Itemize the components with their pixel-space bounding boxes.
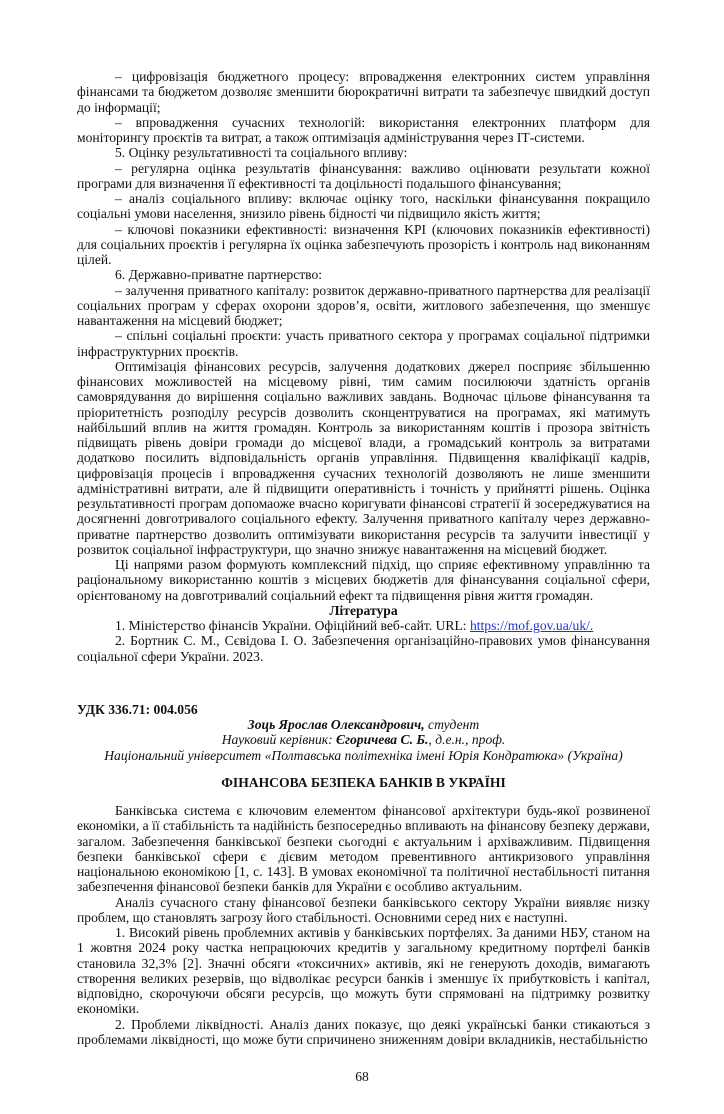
paragraph: – залучення приватного капіталу: розвиток державно-приватного партнерства для реалізації соціальних програм у сферах охорони здоров’я, освіти, житлового забезпечення, що зменшує навантаження на місцевий бюджет; — [77, 282, 650, 328]
reference-text: 1. Міністерство фінансів України. Офіційний веб-сайт. URL: — [115, 618, 470, 633]
supervisor-label: Науковий керівник: — [221, 732, 337, 748]
paragraph: – цифровізація бюджетного процесу: впровадження електронних систем управління фінансами та бюджетом дозволяє зменшити бюрократичні витрати та забезпечує швидкий доступ до інформації; — [77, 69, 650, 115]
article-title: ФІНАНСОВА БЕЗПЕКА БАНКІВ В УКРАЇНІ — [221, 774, 506, 790]
reference-link[interactable]: https://mof.gov.ua/uk/. — [469, 618, 594, 633]
paragraph: – регулярна оцінка результатів фінансування: важливо оцінювати результати кожної програми для визначення її ефективності та доцільності подальшого фінансування; — [77, 160, 650, 191]
reference-item — [77, 618, 650, 633]
paragraph: – впровадження сучасних технологій: використання електронних платформ для моніторингу проєктів та витрат, а також оптимізація адміністрування через ІТ-системи. — [77, 114, 650, 145]
supervisor-line — [77, 732, 650, 747]
author-name: Зоць Ярослав Олександрович, — [247, 717, 425, 732]
paragraph: Оптимізація фінансових ресурсів, залучення додаткових джерел посприяє збільшенню фінансових можливостей на місцевому рівні, тим самим посилюючи здатність органів самоврядування до вирішення соціально важливих завдань. Водночас цільове фінансування та пріоритетність розподілу ресурсів дозволить сконцентруватися на програмах, які матимуть найбільший вплив на життя громадян. Контроль за використанням коштів і прозора звітність підвищать рівень довіри громади до місцевої влади, а громадський контроль за витратами додатково посилить відповідальність органів управління. Підвищення кваліфікації кадрів, цифровізація процесів і впровадження сучасних технологій дозволяють не лише зменшити адміністративні витрати, але й підвищити оперативність і точність у прийнятті рішень. Оцінка результативності програм допомаоже вчасно коригувати фінансові стратегії й зосереджуватися на досягненні довготривалого соціального ефекту. Залучення приватного капіталу через державно-приватне партнерство дозволить оптимізувати використання ресурсів та залучити інвестиції у розвиток соціальної інфраструктури, що значно знижує навантаження на місцевий бюджет. — [77, 358, 650, 557]
paragraph: – ключові показники ефективності: визначення KPI (ключових показників ефективності) для соціальних проєктів і регулярна їх оцінка забезпечують прозорість і контроль над виконанням цілей. — [77, 221, 650, 267]
author-line — [77, 717, 650, 732]
paragraph: Банківська система є ключовим елементом фінансової архітектури будь-якої розвиненої економіки, а її стабільність та надійність безпосередньо впливають на фінансову безпеку держави, загалом. Забезпечення банківської безпеки сьогодні є актуальним і архіважливим. Підвищення безпеки банківської сфери є дієвим методом превентивного антикризового управління національною економікою [1, с. 143]. В умовах економічної та політичної нестабільності питання забезпечення фінансової безпеки банків для України є особливо актуальним. — [77, 803, 650, 895]
paragraph: 1. Високий рівень проблемних активів у банківських портфелях. За даними НБУ, станом на 1 жовтня 2024 року частка непрацюючих кредитів у загальному кредитному портфелі банків становила 32,3% [2]. Значні обсяги «токсичних» активів, які не генерують доходів, вимагають створення великих резервів, що відволікає ресурси банків і зменшує їх прибутковість і капітал, відповідно, скорочуючи обсяги ресурсів, що можуть бути спрямовані на підтримку розвитку економіки. — [77, 925, 650, 1017]
paragraph: – аналіз соціального впливу: включає оцінку того, наскільки фінансування покращило соціальні умови населення, знизило рівень бідності чи підвищило якість життя; — [77, 191, 650, 222]
university: Національний університет «Полтавська політехніка імені Юрія Кондратюка» (Україна) — [104, 747, 623, 763]
paragraph: 2. Проблеми ліквідності. Аналіз даних показує, що деякі українські банки стикаються з проблемами ліквідності, що може бути спричинено зниженням довіри вкладників, нестабільністю — [77, 1016, 650, 1047]
paragraph: 6. Державно-приватне партнерство: — [115, 267, 323, 283]
supervisor-name: Єгоричева С. Б. — [336, 732, 429, 748]
author-role: студент — [424, 717, 480, 732]
udk-code: УДК 336.71: 004.056 — [77, 701, 198, 717]
references-heading: Література — [329, 602, 398, 618]
paragraph: Ці напрями разом формують комплексний підхід, що сприяє ефективному управлінню та раціональному використанню коштів з місцевих бюджетів для фінансування соціальної сфери, орієнтованому на довготривалий соціальний ефект та підвищення рівня життя громадян. — [77, 557, 650, 603]
document-page — [77, 0, 650, 1047]
page-number: 68 — [355, 1069, 369, 1084]
paragraph: – спільні соціальні проєкти: участь приватного сектора у програмах соціальної підтримки інфраструктурних проєктів. — [77, 328, 650, 359]
reference-item: 2. Бортник С. М., Сєвідова І. О. Забезпечення організаційно-правових умов фінансування соціальної сфери України. 2023. — [77, 633, 650, 664]
paragraph: 5. Оцінку результативності та соціального впливу: — [115, 145, 408, 161]
paragraph: Аналіз сучасного стану фінансової безпеки банківського сектору України виявляє низку проблем, що становлять загрозу його стабільності. Основними серед них є наступні. — [77, 894, 650, 925]
supervisor-title: , д.е.н., проф. — [428, 732, 506, 748]
